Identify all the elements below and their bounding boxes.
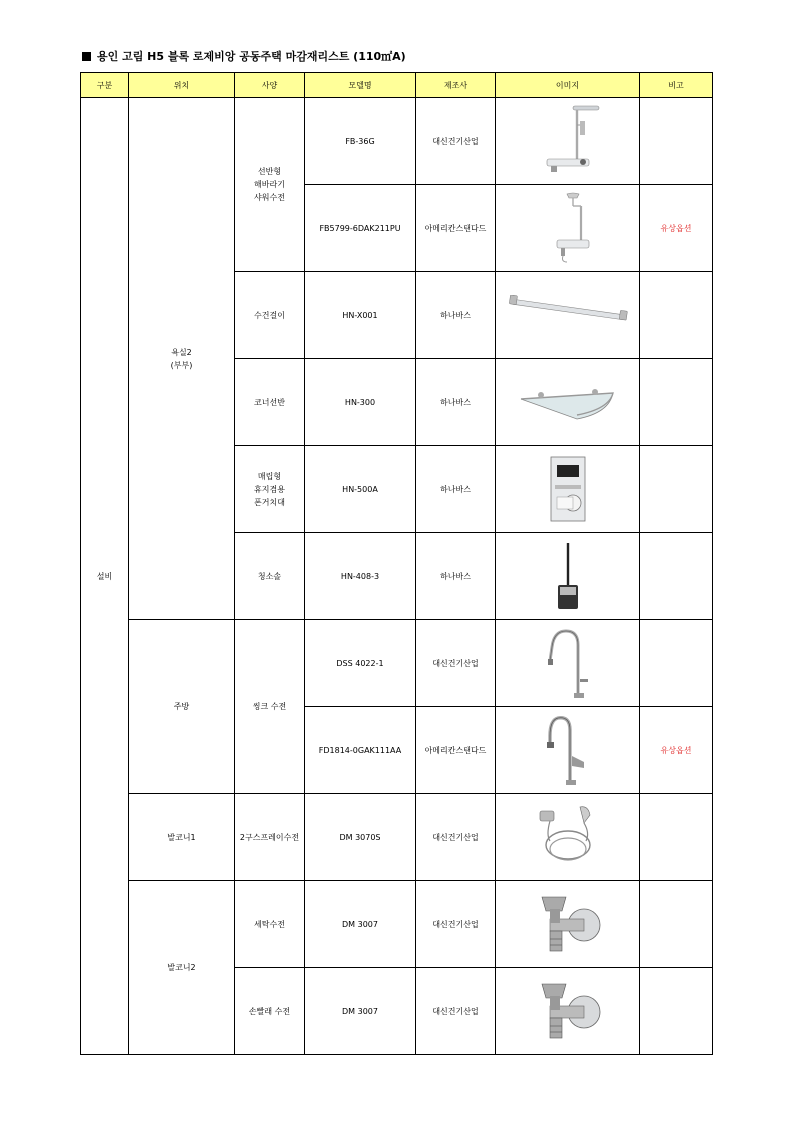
table-row	[81, 794, 713, 881]
model-cell: FB5799-6DAK211PU	[305, 185, 416, 272]
note-cell	[640, 620, 713, 707]
spec-paper: 매립형 휴지겸용 폰거치대	[235, 446, 305, 533]
model-cell: DM 3070S	[305, 794, 416, 881]
spray-hose-image	[530, 801, 606, 873]
maker-cell: 대신건기산업	[416, 620, 496, 707]
header-maker: 제조사	[416, 73, 496, 98]
title-text: 용인 고림 H5 블록 로제비앙 공동주택 마감재리스트 (110㎡A)	[97, 50, 406, 63]
model-cell: FD1814-0GAK111AA	[305, 707, 416, 794]
model-cell: HN-500A	[305, 446, 416, 533]
header-note: 비고	[640, 73, 713, 98]
shower-set-image	[533, 190, 603, 266]
maker-cell: 아메리칸스탠다드	[416, 185, 496, 272]
model-cell: DM 3007	[305, 881, 416, 968]
product-image-cell	[496, 533, 640, 620]
spec-corner: 코너선반	[235, 359, 305, 446]
header-spec: 사양	[235, 73, 305, 98]
spec-towel: 수건걸이	[235, 272, 305, 359]
spec-laundry: 세탁수전	[235, 881, 305, 968]
table-row	[81, 620, 713, 707]
spec-sink: 씽크 수전	[235, 620, 305, 794]
maker-cell: 하나바스	[416, 272, 496, 359]
spec-spray: 2구스프레이수전	[235, 794, 305, 881]
header-model: 모델명	[305, 73, 416, 98]
location-kitchen: 주방	[129, 620, 235, 794]
model-cell: FB-36G	[305, 98, 416, 185]
location-balcony2: 발코니2	[129, 881, 235, 1055]
towel-bar-image	[503, 295, 633, 335]
model-cell: DM 3007	[305, 968, 416, 1055]
note-cell	[640, 98, 713, 185]
product-image-cell	[496, 446, 640, 533]
model-cell: HN-300	[305, 359, 416, 446]
maker-cell: 대신건기산업	[416, 794, 496, 881]
note-cell: 유상옵션	[640, 185, 713, 272]
header-category: 구분	[81, 73, 129, 98]
toilet-brush-image	[548, 539, 588, 613]
corner-shelf-image	[513, 379, 623, 425]
bullet-square-icon	[82, 52, 91, 61]
note-cell	[640, 272, 713, 359]
note-cell	[640, 359, 713, 446]
note-cell	[640, 446, 713, 533]
finish-materials-table	[80, 72, 713, 1055]
note-cell	[640, 968, 713, 1055]
product-image-cell	[496, 620, 640, 707]
model-cell: HN-X001	[305, 272, 416, 359]
location-bath2: 욕실2 (부부)	[129, 98, 235, 620]
note-cell	[640, 881, 713, 968]
category-cell: 설비	[81, 98, 129, 1055]
product-image-cell	[496, 968, 640, 1055]
maker-cell: 아메리칸스탠다드	[416, 707, 496, 794]
product-image-cell	[496, 707, 640, 794]
spec-brush: 청소솔	[235, 533, 305, 620]
header-location: 위치	[129, 73, 235, 98]
location-balcony1: 발코니1	[129, 794, 235, 881]
header-row	[81, 73, 713, 98]
sink-faucet-image	[538, 625, 598, 701]
maker-cell: 하나바스	[416, 446, 496, 533]
model-cell: HN-408-3	[305, 533, 416, 620]
paper-holder-image	[543, 453, 593, 525]
product-image-cell	[496, 881, 640, 968]
shower-set-image	[533, 103, 603, 179]
maker-cell: 대신건기산업	[416, 881, 496, 968]
page-title	[82, 48, 406, 64]
note-cell	[640, 794, 713, 881]
maker-cell: 하나바스	[416, 533, 496, 620]
product-image-cell	[496, 359, 640, 446]
maker-cell: 대신건기산업	[416, 968, 496, 1055]
maker-cell: 하나바스	[416, 359, 496, 446]
note-cell	[640, 533, 713, 620]
product-image-cell	[496, 272, 640, 359]
wall-tap-image	[532, 887, 604, 961]
header-image: 이미지	[496, 73, 640, 98]
product-image-cell	[496, 794, 640, 881]
model-cell: DSS 4022-1	[305, 620, 416, 707]
table-row	[81, 881, 713, 968]
sink-faucet-image	[538, 712, 598, 788]
spec-mop: 손빨래 수전	[235, 968, 305, 1055]
product-image-cell	[496, 98, 640, 185]
spec-shower: 선반형 해바라기 샤워수전	[235, 98, 305, 272]
note-cell: 유상옵션	[640, 707, 713, 794]
maker-cell: 대신건기산업	[416, 98, 496, 185]
wall-tap-image	[532, 974, 604, 1048]
product-image-cell	[496, 185, 640, 272]
table-row	[81, 98, 713, 185]
